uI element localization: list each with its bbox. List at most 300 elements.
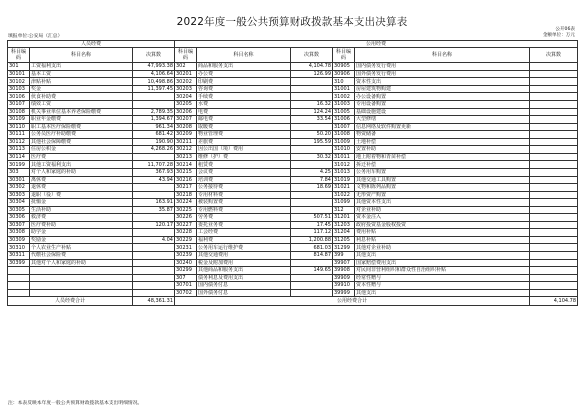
reporting-unit: 填报单位:公安局（汇总） <box>8 34 63 39</box>
personnel-name: 代缴社会保险费 <box>30 251 133 259</box>
public-amount <box>291 259 333 267</box>
public-code: 30224 <box>175 199 197 207</box>
personnel-amount <box>133 282 175 290</box>
public-amount-2 <box>530 289 578 297</box>
table-row <box>8 244 578 252</box>
table-row <box>8 63 578 71</box>
col-header-code: 科目编码 <box>333 48 355 63</box>
public-name-2: 土地补偿 <box>355 138 530 146</box>
public-amount-2 <box>530 116 578 124</box>
personnel-name <box>30 274 133 282</box>
public-name-2: 大型修缮 <box>355 116 530 124</box>
public-amount <box>291 206 333 214</box>
public-code-2: 31001 <box>333 85 355 93</box>
public-amount-2 <box>530 282 578 290</box>
public-code: 30701 <box>175 282 197 290</box>
table-row <box>8 236 578 244</box>
page-title: 2022年度一般公共预算财政拨款基本支出决算表 <box>176 16 408 28</box>
table-row <box>8 93 578 101</box>
table-code: 公开06表 <box>555 27 575 32</box>
public-amount-2 <box>530 131 578 139</box>
public-code: 30204 <box>175 93 197 101</box>
table-row <box>8 161 578 169</box>
table-row <box>8 289 578 297</box>
public-amount: 18.69 <box>291 184 333 192</box>
public-amount: 4.25 <box>291 168 333 176</box>
public-amount: 1,200.88 <box>291 236 333 244</box>
public-name-2: 其他支出 <box>355 289 530 297</box>
public-code: 302 <box>175 63 197 71</box>
public-amount: 814.87 <box>291 251 333 259</box>
public-amount <box>291 146 333 154</box>
personnel-amount <box>133 93 175 101</box>
personnel-name: 奖金 <box>30 85 133 93</box>
public-amount: 4,104.78 <box>291 63 333 71</box>
public-code: 30211 <box>175 138 197 146</box>
personnel-amount: 681.42 <box>133 131 175 139</box>
public-code-2: 31021 <box>333 184 355 192</box>
personnel-amount: 11,397.45 <box>133 85 175 93</box>
public-code: 30213 <box>175 153 197 161</box>
personnel-code: 30310 <box>8 244 30 252</box>
personnel-amount: 4,268.26 <box>133 146 175 154</box>
public-name: 办公费 <box>197 70 291 78</box>
personnel-code: 30302 <box>8 184 30 192</box>
personnel-amount: 35.87 <box>133 206 175 214</box>
table-row <box>8 85 578 93</box>
public-code-2: 399 <box>333 251 355 259</box>
public-amount: 117.12 <box>291 229 333 237</box>
public-code: 30218 <box>175 191 197 199</box>
public-name-2: 资本性赠与 <box>355 282 530 290</box>
personnel-amount: 11,707.28 <box>133 161 175 169</box>
public-amount-2 <box>530 191 578 199</box>
personnel-name: 伙食补助费 <box>30 93 133 101</box>
public-amount <box>291 161 333 169</box>
public-amount-2 <box>530 274 578 282</box>
personnel-code: 30301 <box>8 176 30 184</box>
public-amount: 507.51 <box>291 214 333 222</box>
public-code-2: 31012 <box>333 161 355 169</box>
public-name-2: 地上附着物和青苗补偿 <box>355 153 530 161</box>
personnel-amount <box>133 289 175 297</box>
public-amount-2 <box>530 251 578 259</box>
personnel-name: 其他社会保障缴费 <box>30 138 133 146</box>
public-name: 取暖费 <box>197 123 291 131</box>
public-code-2: 31022 <box>333 191 355 199</box>
personnel-code: 30303 <box>8 191 30 199</box>
public-amount-2 <box>530 161 578 169</box>
public-amount-2 <box>530 199 578 207</box>
personnel-code: 30113 <box>8 146 30 154</box>
public-name-2: 其他资本性支出 <box>355 199 530 207</box>
personnel-code: 30114 <box>8 153 30 161</box>
public-amount: 50.20 <box>291 131 333 139</box>
public-name: 债务利息及费用支出 <box>197 274 291 282</box>
personnel-code: 30308 <box>8 229 30 237</box>
public-name-2: 专用设备购置 <box>355 101 530 109</box>
personnel-amount <box>133 274 175 282</box>
table-row <box>8 282 578 290</box>
public-name-2: 其他对企业补助 <box>355 244 530 252</box>
personnel-amount <box>133 191 175 199</box>
personnel-name: 职业年金缴费 <box>30 116 133 124</box>
public-name-2: 经常性赠与 <box>355 274 530 282</box>
public-code-2: 31204 <box>333 229 355 237</box>
personnel-amount: 961.34 <box>133 123 175 131</box>
personnel-name: 津贴补贴 <box>30 78 133 86</box>
public-code-2: 39999 <box>333 289 355 297</box>
public-name-2: 办公设备购置 <box>355 93 530 101</box>
personnel-amount <box>133 229 175 237</box>
table-row <box>8 108 578 116</box>
table-row <box>8 138 578 146</box>
public-code-2: 312 <box>333 206 355 214</box>
personnel-code: 301 <box>8 63 30 71</box>
personnel-code: 30399 <box>8 259 30 267</box>
public-amount: 30.32 <box>291 153 333 161</box>
public-amount-2 <box>530 267 578 275</box>
public-code: 30225 <box>175 206 197 214</box>
col-header-name: 科目名称 <box>30 48 133 63</box>
public-amount-2 <box>530 214 578 222</box>
personnel-name: 离休费 <box>30 176 133 184</box>
public-amount-2 <box>530 221 578 229</box>
public-code: 30215 <box>175 168 197 176</box>
public-code: 307 <box>175 274 197 282</box>
personnel-total-label: 人员经费合计 <box>8 297 133 306</box>
public-amount-2 <box>530 244 578 252</box>
public-amount: 149.65 <box>291 267 333 275</box>
personnel-amount: 4,106.64 <box>133 70 175 78</box>
public-amount-2 <box>530 93 578 101</box>
public-name: 福利费 <box>197 236 291 244</box>
public-amount-2 <box>530 108 578 116</box>
public-amount-2 <box>530 259 578 267</box>
table-row <box>8 199 578 207</box>
personnel-name: 住房公积金 <box>30 146 133 154</box>
personnel-amount <box>133 184 175 192</box>
col-header-amount: 决算数 <box>133 48 175 63</box>
table-row <box>8 267 578 275</box>
public-code-2: 31007 <box>333 123 355 131</box>
personnel-code: 30307 <box>8 221 30 229</box>
personnel-code: 30103 <box>8 85 30 93</box>
personnel-amount <box>133 153 175 161</box>
public-code: 30203 <box>175 85 197 93</box>
col-header-amount: 决算数 <box>291 48 333 63</box>
col-header-name: 科目名称 <box>197 48 291 63</box>
public-name: 工会经费 <box>197 229 291 237</box>
personnel-name: 奖励金 <box>30 236 133 244</box>
table-row <box>8 131 578 139</box>
public-name-2: 国家赔偿费用支出 <box>355 259 530 267</box>
public-amount-2 <box>530 229 578 237</box>
table-row <box>8 176 578 184</box>
public-code: 30207 <box>175 116 197 124</box>
public-name-2: 国外债务发行费用 <box>355 70 530 78</box>
public-code: 30229 <box>175 236 197 244</box>
public-name: 专用燃料费 <box>197 206 291 214</box>
col-header-name: 科目名称 <box>355 48 530 63</box>
public-name-2: 利息补贴 <box>355 236 530 244</box>
public-name: 商品和服务支出 <box>197 63 291 71</box>
public-code-2: 31006 <box>333 116 355 124</box>
public-code: 30240 <box>175 259 197 267</box>
public-amount-2 <box>530 146 578 154</box>
public-code-2: 31201 <box>333 214 355 222</box>
public-code: 30202 <box>175 78 197 86</box>
public-name-2: 公务用车购置 <box>355 168 530 176</box>
expenditure-table <box>7 40 578 306</box>
public-code-2: 31299 <box>333 244 355 252</box>
public-name-2: 信息网络及软件购置更新 <box>355 123 530 131</box>
public-code-2: 39910 <box>333 282 355 290</box>
col-header-code: 科目编码 <box>175 48 197 63</box>
personnel-code: 30199 <box>8 161 30 169</box>
public-amount <box>291 78 333 86</box>
public-name: 差旅费 <box>197 138 291 146</box>
personnel-name <box>30 267 133 275</box>
personnel-name: 抚恤金 <box>30 199 133 207</box>
personnel-code: 30110 <box>8 123 30 131</box>
public-code: 30239 <box>175 251 197 259</box>
public-amount: 33.54 <box>291 116 333 124</box>
public-name: 劳务费 <box>197 214 291 222</box>
personnel-code <box>8 267 30 275</box>
public-total-value: 4,104.78 <box>530 297 578 306</box>
public-code-2: 31205 <box>333 236 355 244</box>
personnel-name: 其他对个人和家庭的补助 <box>30 259 133 267</box>
public-code-2: 31013 <box>333 168 355 176</box>
public-name: 培训费 <box>197 176 291 184</box>
personnel-amount: 10,498.86 <box>133 78 175 86</box>
public-name: 公务用车运行维护费 <box>197 244 291 252</box>
personnel-code: 30309 <box>8 236 30 244</box>
table-row <box>8 206 578 214</box>
public-code: 30208 <box>175 123 197 131</box>
personnel-name: 救济费 <box>30 214 133 222</box>
personnel-code: 30108 <box>8 108 30 116</box>
public-name: 维修（护）费 <box>197 153 291 161</box>
public-amount <box>291 199 333 207</box>
personnel-amount: 43.94 <box>133 176 175 184</box>
personnel-name: 个人农业生产补贴 <box>30 244 133 252</box>
public-name: 公务接待费 <box>197 184 291 192</box>
public-name: 因公出国（境）费用 <box>197 146 291 154</box>
personnel-name: 医疗费补助 <box>30 221 133 229</box>
table-row <box>8 191 578 199</box>
table-row <box>8 184 578 192</box>
public-code-2: 30905 <box>333 63 355 71</box>
personnel-amount: 47,993.38 <box>133 63 175 71</box>
public-amount: 124.24 <box>291 108 333 116</box>
public-name-2: 拆迁补偿 <box>355 161 530 169</box>
public-amount-2 <box>530 184 578 192</box>
col-header-amount: 决算数 <box>530 48 578 63</box>
public-name: 专用材料费 <box>197 191 291 199</box>
public-code-2: 31008 <box>333 131 355 139</box>
public-name: 其他商品和服务支出 <box>197 267 291 275</box>
personnel-amount <box>133 251 175 259</box>
public-code: 30226 <box>175 214 197 222</box>
personnel-name: 医疗费 <box>30 153 133 161</box>
public-code: 30228 <box>175 229 197 237</box>
personnel-group-header: 人员经费 <box>8 41 175 48</box>
personnel-code: 30106 <box>8 93 30 101</box>
public-code: 30206 <box>175 108 197 116</box>
public-amount-2 <box>530 101 578 109</box>
public-amount: 681.03 <box>291 244 333 252</box>
personnel-name: 机关事业单位基本养老保险缴费 <box>30 108 133 116</box>
personnel-amount: 120.17 <box>133 221 175 229</box>
public-amount-2 <box>530 70 578 78</box>
public-amount-2 <box>530 63 578 71</box>
personnel-code: 30305 <box>8 206 30 214</box>
personnel-code: 30111 <box>8 131 30 139</box>
public-amount: 126.99 <box>291 70 333 78</box>
public-name-2: 费用补贴 <box>355 229 530 237</box>
public-name: 水费 <box>197 101 291 109</box>
personnel-code: 30107 <box>8 101 30 109</box>
public-name: 其他交通费用 <box>197 251 291 259</box>
public-total-label: 公用经费合计 <box>175 297 530 306</box>
personnel-name: 工资福利支出 <box>30 63 133 71</box>
personnel-name: 对个人和家庭的补助 <box>30 168 133 176</box>
public-code: 30209 <box>175 131 197 139</box>
public-name-2: 房屋建筑物购建 <box>355 85 530 93</box>
personnel-code: 30304 <box>8 199 30 207</box>
public-name: 印刷费 <box>197 78 291 86</box>
public-name: 物业管理费 <box>197 131 291 139</box>
table-row <box>8 123 578 131</box>
public-code-2: 39909 <box>333 274 355 282</box>
public-code-2: 39907 <box>333 259 355 267</box>
unit-label: 金额单位：万元 <box>542 33 575 38</box>
personnel-name: 职工基本医疗保险缴费 <box>30 123 133 131</box>
public-name: 被装购置费 <box>197 199 291 207</box>
public-code-2: 30906 <box>333 70 355 78</box>
public-name-2: 对企业补助 <box>355 206 530 214</box>
footnote: 注：本表反映本年度一般公共预算财政拨款基本支出明细情况。 <box>8 401 143 406</box>
table-row <box>8 259 578 267</box>
public-code: 30201 <box>175 70 197 78</box>
personnel-amount <box>133 101 175 109</box>
public-code: 30299 <box>175 267 197 275</box>
col-header-code: 科目编码 <box>8 48 30 63</box>
personnel-code: 30311 <box>8 251 30 259</box>
public-name: 电费 <box>197 108 291 116</box>
public-name: 租赁费 <box>197 161 291 169</box>
table-row <box>8 251 578 259</box>
personnel-name: 公务员医疗补助缴费 <box>30 131 133 139</box>
public-code-2: 31011 <box>333 153 355 161</box>
personnel-name: 退休费 <box>30 184 133 192</box>
public-name-2: 文物和陈列品购置 <box>355 184 530 192</box>
public-code-2: 31099 <box>333 199 355 207</box>
table-row <box>8 168 578 176</box>
public-name: 会议费 <box>197 168 291 176</box>
public-code: 30231 <box>175 244 197 252</box>
public-name-2: 政府投资基金股权投资 <box>355 221 530 229</box>
public-name-2: 基础设施建设 <box>355 108 530 116</box>
public-name-2: 资本性支出 <box>355 78 530 86</box>
personnel-code <box>8 274 30 282</box>
public-amount-2 <box>530 176 578 184</box>
public-code: 30702 <box>175 289 197 297</box>
public-amount-2 <box>530 123 578 131</box>
public-code: 30212 <box>175 146 197 154</box>
personnel-name: 其他工资福利支出 <box>30 161 133 169</box>
public-name: 咨询费 <box>197 85 291 93</box>
table-row <box>8 78 578 86</box>
public-amount <box>291 289 333 297</box>
public-name: 国内债务付息 <box>197 282 291 290</box>
public-name: 手续费 <box>197 93 291 101</box>
public-amount <box>291 123 333 131</box>
public-amount: 17.45 <box>291 221 333 229</box>
table-row <box>8 70 578 78</box>
public-group-header: 公用经费 <box>175 41 578 48</box>
personnel-name: 助学金 <box>30 229 133 237</box>
personnel-name <box>30 282 133 290</box>
table-row <box>8 153 578 161</box>
public-name-2: 安置补助 <box>355 146 530 154</box>
public-amount-2 <box>530 168 578 176</box>
public-amount <box>291 274 333 282</box>
personnel-code: 30101 <box>8 70 30 78</box>
public-amount: 16.32 <box>291 101 333 109</box>
public-code-2: 31009 <box>333 138 355 146</box>
public-name: 税金及附加费用 <box>197 259 291 267</box>
public-amount <box>291 85 333 93</box>
public-name: 国外债务付息 <box>197 289 291 297</box>
table-row <box>8 221 578 229</box>
public-amount-2 <box>530 236 578 244</box>
personnel-name: 退职（役）费 <box>30 191 133 199</box>
personnel-amount: 2,789.35 <box>133 108 175 116</box>
table-row <box>8 146 578 154</box>
personnel-code <box>8 289 30 297</box>
public-name-2: 国内债务发行费用 <box>355 63 530 71</box>
public-name-2: 其他交通工具购置 <box>355 176 530 184</box>
public-name-2: 无形资产购置 <box>355 191 530 199</box>
public-amount <box>291 93 333 101</box>
public-code-2: 31002 <box>333 93 355 101</box>
public-code: 30214 <box>175 161 197 169</box>
public-code-2: 39908 <box>333 267 355 275</box>
public-amount-2 <box>530 78 578 86</box>
personnel-name: 生活补助 <box>30 206 133 214</box>
public-name: 委托业务费 <box>197 221 291 229</box>
public-name-2: 对民间非营利组织和群众性自治组织补贴 <box>355 267 530 275</box>
table-row <box>8 274 578 282</box>
public-code: 30216 <box>175 176 197 184</box>
public-code-2: 31010 <box>333 146 355 154</box>
public-code: 30205 <box>175 101 197 109</box>
personnel-code: 30306 <box>8 214 30 222</box>
personnel-amount: 4.04 <box>133 236 175 244</box>
personnel-name: 基本工资 <box>30 70 133 78</box>
personnel-amount <box>133 259 175 267</box>
personnel-amount <box>133 214 175 222</box>
public-name-2: 资本金注入 <box>355 214 530 222</box>
personnel-code: 30109 <box>8 116 30 124</box>
public-amount-2 <box>530 138 578 146</box>
personnel-code <box>8 282 30 290</box>
public-amount-2 <box>530 85 578 93</box>
public-name: 邮电费 <box>197 116 291 124</box>
